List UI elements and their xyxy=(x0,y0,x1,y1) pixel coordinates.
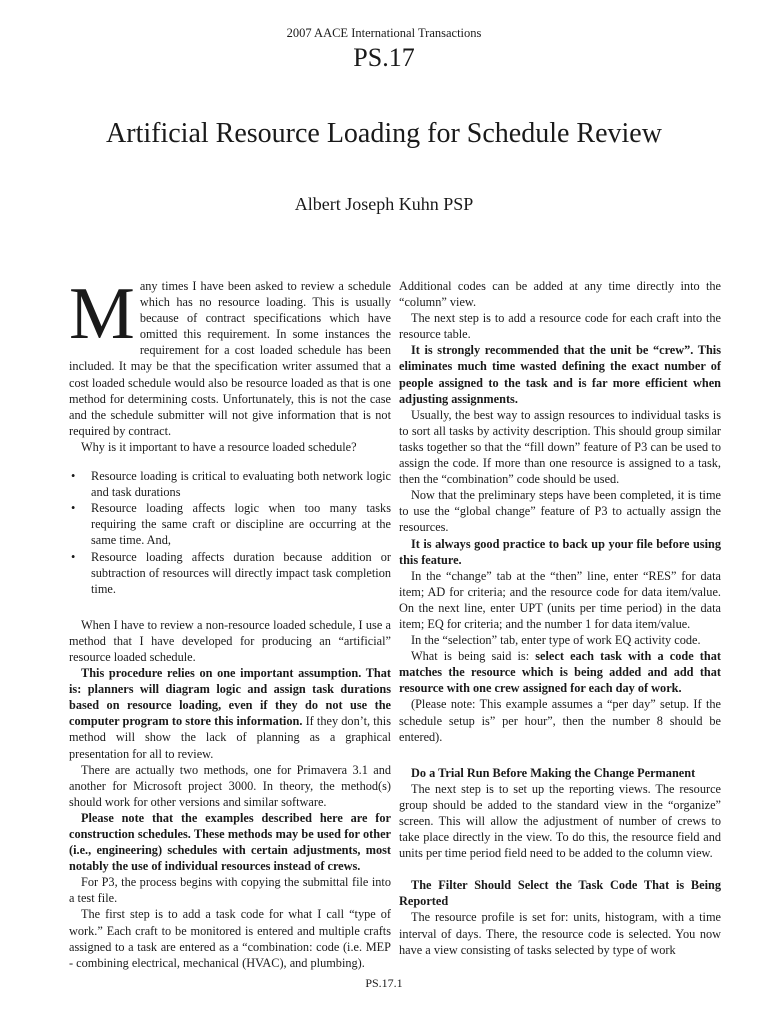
right-column xyxy=(399,278,721,958)
selection-tab-paragraph: In the “selection” tab, enter type of work EQ activity code. xyxy=(411,633,701,648)
backup-paragraph: It is always good practice to back up your file before using this feature. xyxy=(399,536,721,567)
bullet-icon: • xyxy=(71,469,76,484)
bullet-item: • Resource loading is critical to evaluating both network logic and task durations xyxy=(71,469,391,500)
bullet-icon: • xyxy=(71,501,76,516)
next-step-paragraph: The next step is to add a resource code for each craft into the resource table. xyxy=(399,311,721,342)
heading-filter: The Filter Should Select the Task Code That is Being Reported xyxy=(399,878,721,909)
what-said-paragraph: What is being said is: select each task with a code that matches the resource which is being added and add that resource with one crew assigned for each day of work. xyxy=(399,649,721,696)
transactions-header: 2007 AACE International Transactions xyxy=(286,26,482,40)
bullet-list xyxy=(69,468,391,597)
paper-title: Artificial Resource Loading for Schedule Review xyxy=(106,118,662,149)
bullet-item: • Resource loading affects duration because addition or subtraction of resources will directly impact task completion time. xyxy=(71,549,391,596)
page-number: PS.17.1 xyxy=(365,976,403,990)
preliminary-paragraph: Now that the preliminary steps have been completed, it is time to use the “global change” feature of P3 to actually assign the resources. xyxy=(399,488,721,535)
p3-process-paragraph: For P3, the process begins with copying the submittal file into a test file. xyxy=(69,875,391,906)
intro-paragraph: Many times I have been asked to review a schedule which has no resource loading. This is usually because of contract specifications which have omitted this requirement. In some instances the requirement for a cost loaded schedule has been included. It may be that the specification writer assumed that a cost loaded schedule would also be resource loaded as that is one method for determining costs. Unfortunately, this is not the case and the schedule submitter will not give information that is not required by contract. xyxy=(69,273,391,438)
two-methods-paragraph: There are actually two methods, one for Primavera 3.1 and another for Microsoft project 3000. In theory, the method(s) should work for other versions and similar software. xyxy=(69,762,391,809)
note-paragraph: Please note that the examples described here are for construction schedules. These methods may be used for other (i.e., engineering) schedules with certain adjustments, most notably the use of individual resources instead of crews. xyxy=(69,810,391,874)
assumption-paragraph: This procedure relies on one important assumption. That is: planners will diagram logic and assign task durations based on resource loading, even if they do not use the computer program to store this information. If they don’t, this method will show the lack of planning as a graphical presentation for all to review. xyxy=(69,666,392,761)
paper-author: Albert Joseph Kuhn PSP xyxy=(294,194,474,214)
profile-paragraph: The resource profile is set for: units, histogram, with a time interval of days. There, the resource code is selected. You now have a view consisting of tasks selected by type of work xyxy=(399,910,721,957)
left-column xyxy=(69,273,392,971)
reporting-paragraph: The next step is to set up the reporting views. The resource group should be added to the standard view in the “organize” screen. This will allow the adjustment of number of crews to take place directly in the view. To do this, the resource field and units per time period field need to be added to the column view. xyxy=(399,781,721,861)
question-paragraph: Why is it important to have a resource loaded schedule? xyxy=(81,439,357,454)
best-way-paragraph: Usually, the best way to assign resources to individual tasks is to sort all tasks by activity description. This should group similar tasks together so that the “fill down” feature of P3 can be used to assign the code. If more than one resource is assigned to a task, then the “combination” code should be used. xyxy=(399,407,721,487)
method-paragraph: When I have to review a non-resource loaded schedule, I use a method that I have developed for producing an “artificial” resource loaded schedule. xyxy=(69,617,391,664)
additional-codes-paragraph: Additional codes can be added at any time directly into the “column” view. xyxy=(399,279,721,310)
paper-code: PS.17 xyxy=(353,43,415,72)
heading-trial-run: Do a Trial Run Before Making the Change Permanent xyxy=(411,765,696,780)
bullet-icon: • xyxy=(71,549,76,564)
recommend-paragraph: It is strongly recommended that the unit be “crew”. This eliminates much time wasted defining the exact number of people assigned to the task and is far more efficient when adjusting assignments. xyxy=(399,343,721,406)
drop-cap: M xyxy=(69,273,135,355)
change-tab-paragraph: In the “change” tab at the “then” line, enter “RES” for data item; AD for criteria; and the resource code for data item/value. On the next line, enter UPT (units per time period) in the data item; EQ for criteria; and the number 1 for data item/value. xyxy=(399,568,721,631)
first-step-paragraph: The first step is to add a task code for what I call “type of work.” Each craft to be monitored is entered and multiple crafts assigned to a task are entered as a “combination: code (i.e. MEP - combining electrical, mechanical (HVAC), and plumbing). xyxy=(69,907,391,970)
please-note-paragraph: (Please note: This example assumes a “per day” setup. If the schedule setup is” per hour”, then the number 8 should be entered). xyxy=(399,697,721,744)
bullet-item: • Resource loading affects logic when too many tasks requiring the same craft or discipline are occurring at the same time. And, xyxy=(71,501,391,548)
